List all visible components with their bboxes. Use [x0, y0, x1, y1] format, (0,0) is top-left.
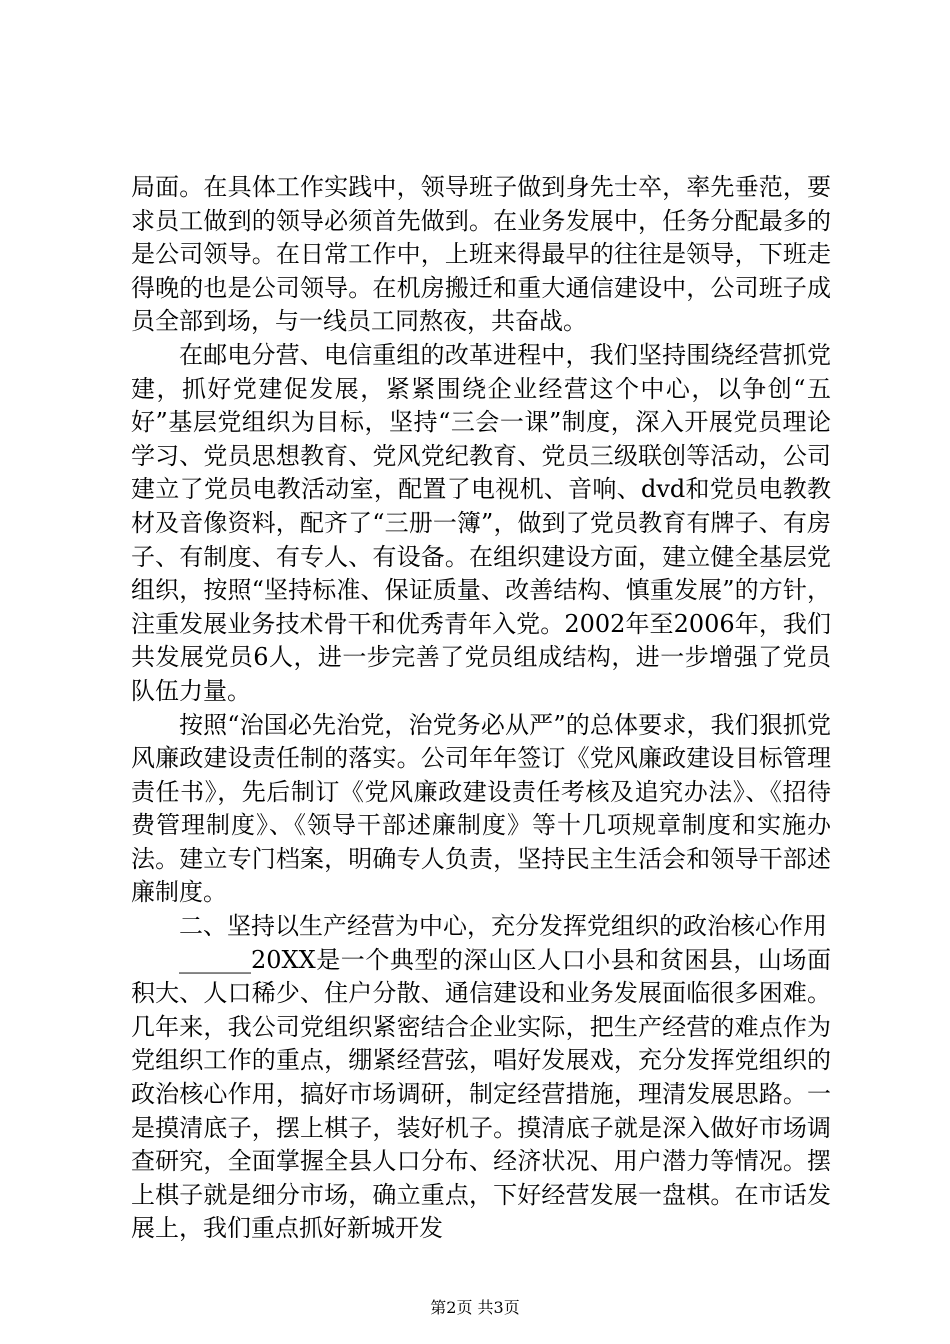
- paragraph-clean-governance: 按照“治国必先治党，治党务必从严”的总体要求，我们狠抓党风廉政建设责任制的落实。公司年年签订《党风廉政建设目标管理责任书》，先后制订《党风廉政建设责任考核及追究办法》、《招待费管理制度》、《领导干部述廉制度》等十几项规章制度和实施办法。建立专门档案，明确专人负责，坚持民主生活会和领导干部述廉制度。: [131, 710, 831, 907]
- page-footer: 第2页 共3页: [430, 1298, 520, 1317]
- paragraph-party-building: 在邮电分营、电信重组的改革进程中，我们坚持围绕经营抓党建，抓好党建促发展，紧紧围绕企业经营这个中心，以争创“五好”基层党组织为目标，坚持“三会一课”制度，深入开展党员理论学习、党员思想教育、党风党纪教育、党员三级联创等活动，公司建立了党员电教活动室，配置了电视机、音响、dvd和党员电教教材及音像资料，配齐了“三册一簿”，做到了党员教育有牌子、有房子、有制度、有专人、有设备。在组织建设方面，建立健全基层党组织，按照“坚持标准、保证质量、改善结构、慎重发展”的方针，注重发展业务技术骨干和优秀青年入党。2002年至2006年，我们共发展党员6人，进一步完善了党员组成结构，进一步增强了党员队伍力量。: [131, 340, 831, 705]
- paragraph-leadership-example: 局面。在具体工作实践中，领导班子做到身先士卒，率先垂范，要求员工做到的领导必须首先做到。在业务发展中，任务分配最多的是公司领导。在日常工作中，上班来得最早的往往是领导，下班走得晚的也是公司领导。在机房搬迁和重大通信建设中，公司班子成员全部到场，与一线员工同熬夜，共奋战。: [131, 173, 831, 336]
- section-heading-production: 二、坚持以生产经营为中心，充分发挥党组织的政治核心作用: [179, 912, 827, 941]
- paragraph-county-situation: ______20XX是一个典型的深山区人口小县和贫困县，山场面积大、人口稀少、住户分散、通信建设和业务发展面临很多困难。几年来，我公司党组织紧密结合企业实际，把生产经营的难点作为党组织工作的重点，绷紧经营弦，唱好发展戏，充分发挥党组织的政治核心作用，搞好市场调研，制定经营措施，理清发展思路。一是摸清底子，摆上棋子，装好机子。摸清底子就是深入做好市场调查研究，全面掌握全县人口分布、经济状况、用户潜力等情况。摆上棋子就是细分市场，确立重点，下好经营发展一盘棋。在市话发展上，我们重点抓好新城开发: [131, 945, 831, 1243]
- body-text: [131, 171, 831, 1246]
